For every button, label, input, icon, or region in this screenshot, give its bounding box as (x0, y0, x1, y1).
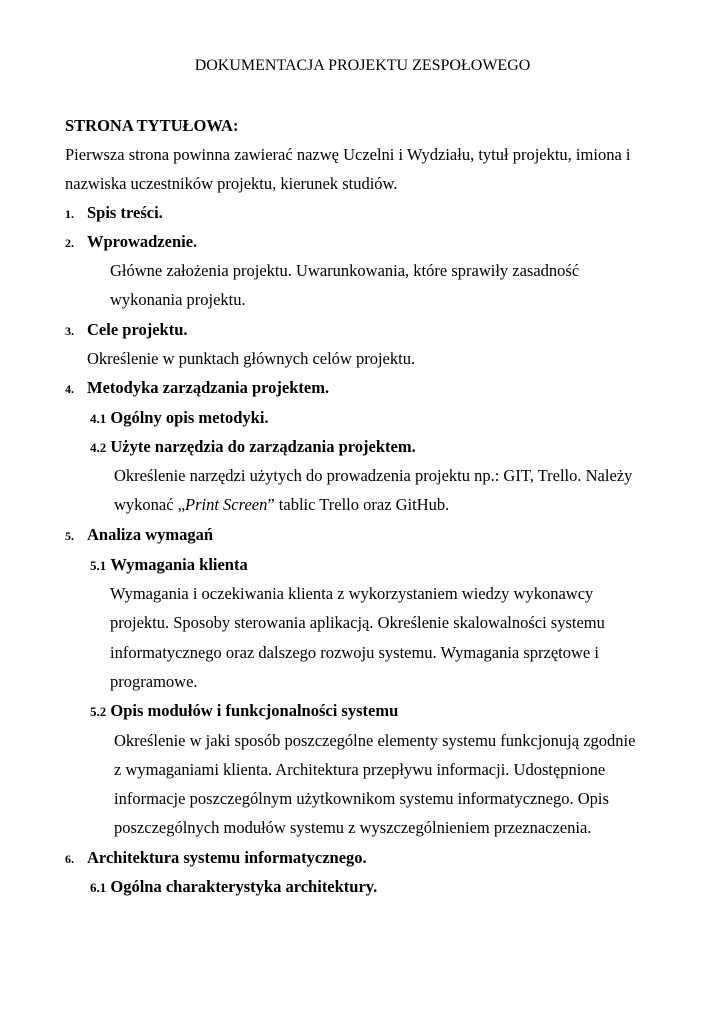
section-1 (65, 203, 163, 224)
section-number: 5. (65, 529, 74, 543)
section-text-line: Wymagania i oczekiwania klienta z wykorzystaniem wiedzy wykonawcy (110, 584, 594, 603)
subsection-heading: Użyte narzędzia do zarządzania projektem. (110, 437, 416, 456)
subsection-number: 5.2 (90, 704, 107, 719)
document-title: DOKUMENTACJA PROJEKTU ZESPOŁOWEGO (194, 57, 531, 74)
section-2 (65, 232, 197, 253)
section-text-line: Określenie narzędzi użytych do prowadzenia projektu np.: GIT, Trello. Należy (114, 466, 633, 485)
subsection-number: 6.1 (90, 880, 107, 895)
section-3 (65, 320, 188, 341)
subsection-4-2 (90, 437, 416, 458)
subsection-6-1 (90, 877, 377, 898)
section-number: 4. (65, 382, 74, 396)
subsection-heading: Ogólny opis metodyki. (110, 408, 269, 427)
section-text-line: Określenie w jaki sposób poszczególne elementy systemu funkcjonują zgodnie (114, 731, 636, 750)
section-text-line: z wymaganiami klienta. Architektura przepływu informacji. Udostępnione (114, 760, 606, 779)
section-number: 2. (65, 236, 74, 250)
section-number: 6. (65, 852, 74, 866)
section-heading: Metodyka zarządzania projektem. (87, 378, 330, 397)
section-number: 3. (65, 324, 74, 338)
section-number: 1. (65, 207, 74, 221)
subsection-5-1 (90, 555, 248, 576)
subsection-number: 5.1 (90, 558, 107, 573)
section-5 (65, 525, 213, 546)
section-heading: Analiza wymagań (87, 525, 214, 544)
section-text-line: wykonać „Print Screen” tablic Trello oraz GitHub. (114, 495, 450, 514)
section-4 (65, 378, 329, 399)
section-text-line: informacje poszczególnym użytkownikom systemu informatycznego. Opis (114, 789, 609, 808)
title-page-heading: STRONA TYTUŁOWA: (65, 116, 239, 135)
title-page-text-line: nazwiska uczestników projektu, kierunek studiów. (65, 174, 398, 193)
section-text-line: wykonania projektu. (110, 290, 246, 309)
section-6 (65, 848, 367, 869)
subsection-number: 4.1 (90, 411, 107, 426)
subsection-heading: Opis modułów i funkcjonalności systemu (110, 701, 399, 720)
section-heading: Spis treści. (87, 203, 163, 222)
subsection-5-2 (90, 701, 398, 722)
subsection-heading: Wymagania klienta (110, 555, 248, 574)
section-text-line: Główne założenia projektu. Uwarunkowania, które sprawiły zasadność (110, 261, 580, 280)
section-heading: Architektura systemu informatycznego. (87, 848, 367, 867)
section-text-line: informatycznego oraz dalszego rozwoju systemu. Wymagania sprzętowe i (110, 643, 599, 662)
section-text-line: projektu. Sposoby sterowania aplikacją. Określenie skalowalności systemu (110, 613, 605, 632)
section-heading: Wprowadzenie. (87, 232, 198, 251)
subsection-4-1 (90, 408, 269, 429)
section-text-line: Określenie w punktach głównych celów projektu. (87, 349, 416, 368)
subsection-number: 4.2 (90, 440, 107, 455)
section-heading: Cele projektu. (87, 320, 188, 339)
italic-term: Print Screen (185, 495, 268, 514)
section-text-line: poszczególnych modułów systemu z wyszczególnieniem przeznaczenia. (114, 818, 592, 837)
subsection-heading: Ogólna charakterystyka architektury. (110, 877, 378, 896)
title-page-text-line: Pierwsza strona powinna zawierać nazwę Uczelni i Wydziału, tytuł projektu, imiona i (65, 145, 631, 164)
section-text-line: programowe. (110, 672, 198, 691)
